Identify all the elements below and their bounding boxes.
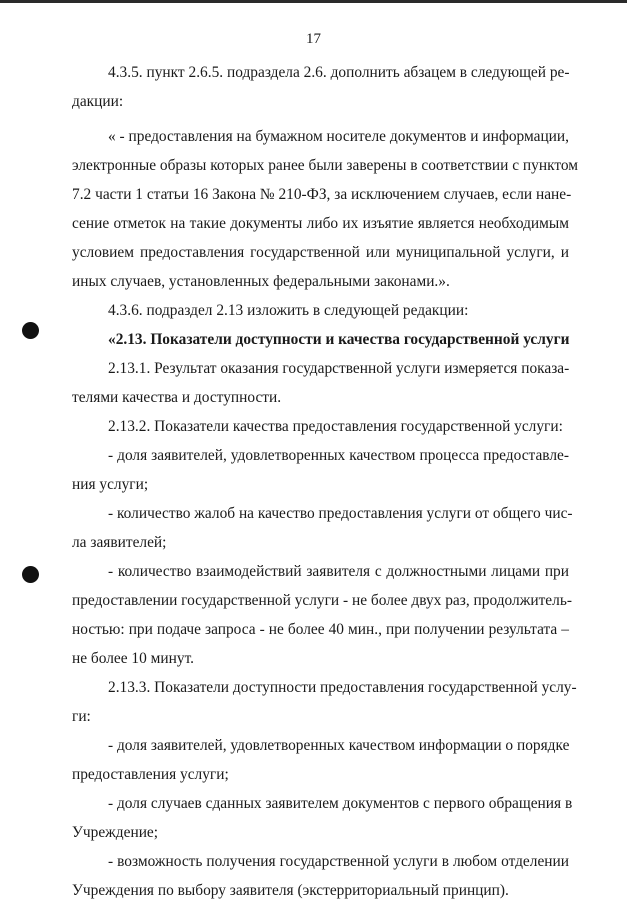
punch-hole xyxy=(22,566,39,583)
text-line: ги: xyxy=(72,708,91,725)
text-line: - доля заявителей, удовлетворенных качеством процесса предоставле- xyxy=(108,447,569,464)
text-line: предоставления услуги; xyxy=(72,766,229,783)
text-line: 7.2 части 1 статьи 16 Закона № 210-ФЗ, за исключением случаев, если нане- xyxy=(72,186,572,203)
document-body xyxy=(72,58,579,905)
punch-hole xyxy=(22,322,39,339)
text-line: - количество жалоб на качество предоставления услуги от общего чис- xyxy=(108,505,573,522)
text-line: дакции: xyxy=(72,93,124,110)
text-line: ния услуги; xyxy=(72,476,149,493)
text-line: ла заявителей; xyxy=(72,534,167,551)
text-line: электронные образы которых ранее были заверены в соответствии с пунктом xyxy=(72,157,579,174)
text-line: Учреждение; xyxy=(72,824,159,841)
text-line: предоставлении государственной услуги - не более двух раз, продолжитель- xyxy=(72,592,572,609)
text-line: иных случаев, установленных федеральными законами.». xyxy=(72,273,450,290)
text-line: условием предоставления государственной или муниципальной услуги, и xyxy=(72,244,569,261)
text-line: 2.13.3. Показатели доступности предоставления государственной услу- xyxy=(108,679,577,696)
text-line: не более 10 минут. xyxy=(72,650,194,667)
text-line: ностью: при подаче запроса - не более 40 мин., при получении результата – xyxy=(72,621,569,638)
text-line: 2.13.2. Показатели качества предоставления государственной услуги: xyxy=(108,418,563,435)
text-line: - доля заявителей, удовлетворенных качеством информации о порядке xyxy=(108,737,570,754)
text-line: Учреждения по выбору заявителя (экстерриториальный принцип). xyxy=(72,882,509,899)
text-line: - количество взаимодействий заявителя с должностными лицами при xyxy=(108,563,569,580)
text-line: сение отметок на такие документы либо их изъятие является необходимым xyxy=(72,215,569,232)
text-line: « - предоставления на бумажном носителе документов и информации, xyxy=(108,128,569,145)
page-top-edge xyxy=(0,0,627,3)
text-line: - доля случаев сданных заявителем документов с первого обращения в xyxy=(108,795,573,812)
text-line: 4.3.5. пункт 2.6.5. подраздела 2.6. дополнить абзацем в следующей ре- xyxy=(108,64,570,81)
text-line: телями качества и доступности. xyxy=(72,389,282,406)
text-line: 2.13.1. Результат оказания государственной услуги измеряется показа- xyxy=(108,360,570,377)
text-line: - возможность получения государственной услуги в любом отделении xyxy=(108,853,569,870)
page-number: 17 xyxy=(306,31,321,47)
text-line: 4.3.6. подраздел 2.13 изложить в следующей редакции: xyxy=(108,302,469,319)
text-line: «2.13. Показатели доступности и качества государственной услуги xyxy=(108,331,570,348)
